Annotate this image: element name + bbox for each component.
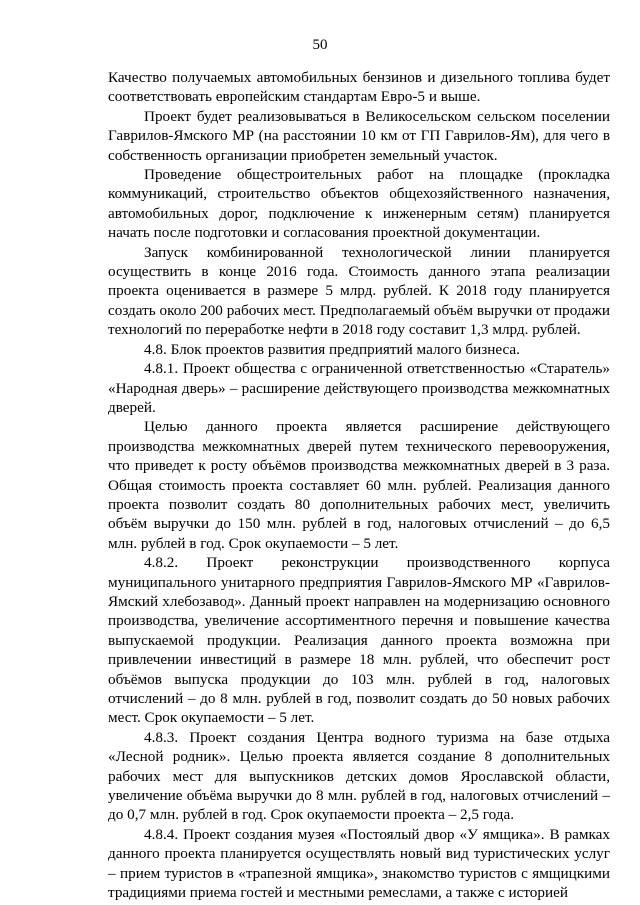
section-heading-4-8: 4.8. Блок проектов развития предприятий малого бизнеса.: [144, 340, 520, 358]
paragraph-euro5-standard: Качество получаемых автомобильных бензинов и дизельного топлива будет соответствовать европейским стандартам Евро-5 и выше.: [108, 69, 610, 106]
paragraph-4-8-2: 4.8.2. Проект реконструкции производственного корпуса муниципального унитарного предприятия Гаврилов-Ямского МР «Гаврилов-Ямский хлебозавод». Данный проект направлен на модернизацию основного производства, увеличение ассортиментного перечня и повышение качества выпускаемой продукции. Реализация данного проекта возможна при привлечении инвестиций в размере 18 млн. рублей, что обеспечит рост объёмов выпуска продукции до 103 млн. рублей в год, налоговых отчислений – до 8 млн. рублей в год, позволит создать до 50 новых рабочих мест. Срок окупаемости – 5 лет.: [108, 554, 610, 727]
document-body: [108, 68, 610, 902]
paragraph-4-8-4: 4.8.4. Проект создания музея «Постоялый двор «У ямщика». В рамках данного проекта планируется осуществлять новый вид туристических услуг – прием туристов в «трапезной ямщика», знакомство туристов с ямщицкими традициями приема гостей и местными ремеслами, а также с историей: [108, 825, 610, 902]
page-number: 50: [312, 37, 328, 53]
paragraph-4-8-1-heading: 4.8.1. Проект общества с ограниченной ответственностью «Старатель» «Народная дверь» – расширение действующего производства межкомнатных дверей.: [108, 360, 610, 416]
paragraph-4-8-3: 4.8.3. Проект создания Центра водного туризма на базе отдыха «Лесной родник». Целью проекта является создание 8 дополнительных рабочих мест для выпускников детских домов Ярославской области, увеличение объёма выручки до 8 млн. рублей в год, налоговых отчислений – до 0,7 млн. рублей в год. Срок окупаемости проекта – 2,5 года.: [108, 728, 610, 824]
paragraph-project-location: Проект будет реализовываться в Великосельском сельском поселении Гаврилов-Ямского МР (на расстоянии 10 км от ГП Гаврилов-Ям), для чего в собственность организации приобретен земельный участок.: [108, 107, 610, 164]
paragraph-4-8-1-details: Целью данного проекта является расширение действующего производства межкомнатных дверей путем технического перевооружения, что приведет к росту объёмов производства межкомнатных дверей в 3 раза. Общая стоимость проекта составляет 60 млн. рублей. Реализация данного проекта позволит создать 80 дополнительных рабочих мест, увеличить объём выручки до 150 млн. рублей в год, налоговых отчислений – до 6,5 млн. рублей в год. Срок окупаемости – 5 лет.: [108, 418, 610, 552]
paragraph-construction-works: Проведение общестроительных работ на площадке (прокладка коммуникаций, строительство объектов общехозяйственного назначения, автомобильных дорог, подключение к инженерным сетям) планируется начать после подготовки и согласования проектной документации.: [108, 166, 610, 242]
paragraph-line-launch: Запуск комбинированной технологической линии планируется осуществить в конце 2016 года. Стоимость данного этапа реализации проекта оценивается в размере 5 млрд. рублей. К 2018 году планируется создать около 200 рабочих мест. Предполагаемый объём выручки от продажи технологий по переработке нефти в 2018 году составит 1,3 млрд. рублей.: [108, 243, 610, 339]
